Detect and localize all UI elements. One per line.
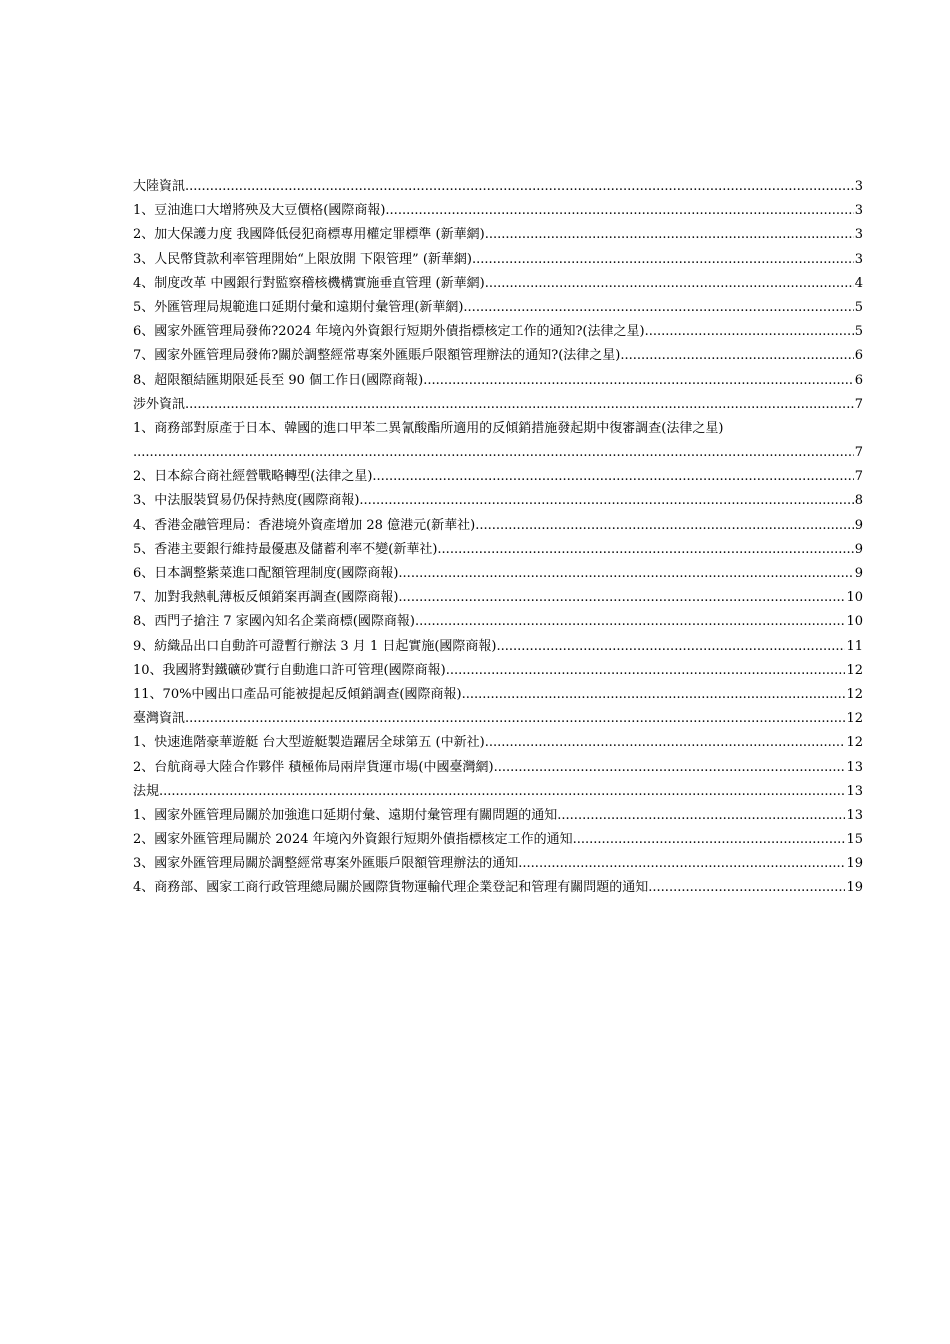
toc-entry-page: 13 [846, 783, 863, 799]
toc-entry-title: 3、國家外匯管理局關於調整經常專案外匯賬戶限額管理辦法的通知 [133, 856, 519, 872]
toc-entry-title: 2、日本綜合商社經營戰略轉型(法律之星) [133, 469, 373, 485]
toc-entry-page: 3 [854, 203, 863, 219]
toc-entry-page: 7 [854, 469, 863, 485]
toc-entry[interactable] [133, 852, 863, 876]
toc-section-taiwan[interactable] [133, 707, 863, 731]
toc-leader [557, 804, 845, 828]
toc-entry[interactable] [133, 828, 863, 852]
toc-entry[interactable] [133, 876, 863, 900]
toc-entry-page: 12 [846, 711, 863, 727]
toc-entry-page: 10 [846, 590, 863, 606]
toc-leader [472, 248, 854, 272]
toc-entry[interactable] [133, 610, 863, 634]
toc-entry[interactable] [133, 199, 863, 223]
toc-entry[interactable] [133, 635, 863, 659]
toc-entry-title: 10、我國將對鐵礦砂實行自動進口許可管理(國際商報) [133, 662, 446, 678]
toc-entry-title: 3、中法服裝貿易仍保持熱度(國際商報) [133, 493, 360, 509]
toc-entry[interactable] [133, 465, 863, 489]
toc-leader [648, 876, 845, 900]
toc-entry-title: 2、國家外匯管理局關於 2024 年境內外資銀行短期外債指標核定工作的通知 [133, 832, 573, 848]
toc-entry-title: 大陸資訊 [133, 179, 186, 194]
toc-leader [398, 586, 845, 610]
toc-entry[interactable] [133, 223, 863, 247]
toc-entry-page: 12 [846, 735, 863, 751]
toc-entry-title: 法規 [133, 783, 160, 799]
toc-leader [462, 683, 846, 707]
toc-entry-title: 9、紡織品出口自動許可證暫行辦法 3 月 1 日起實施(國際商報) [133, 638, 497, 654]
toc-entry-title: 6、日本調整紫菜進口配額管理制度(國際商報) [133, 566, 399, 582]
toc-entry-title: 2、加大保護力度 我國降低侵犯商標專用權定罪標準 (新華網) [133, 227, 485, 243]
toc-entry-page: 7 [854, 445, 863, 461]
toc-entry-title: 4、制度改革 中國銀行對監察稽核機構實施垂直管理 (新華網) [133, 275, 485, 291]
toc-entry-page: 5 [854, 324, 863, 340]
toc-leader [573, 828, 846, 852]
toc-entry-page: 13 [846, 759, 863, 775]
toc-entry[interactable] [133, 344, 863, 368]
toc-leader [620, 344, 853, 368]
toc-entry[interactable] [133, 731, 863, 755]
toc-leader [423, 369, 853, 393]
toc-leader [159, 780, 845, 804]
toc-entry-page: 5 [854, 299, 863, 315]
toc-entry-title: 5、外匯管理局規範進口延期付彙和遠期付彙管理(新華網) [133, 299, 464, 315]
toc-entry-title: 1、快速進階豪華遊艇 台大型遊艇製造躍居全球第五 (中新社) [133, 735, 485, 751]
toc-leader [398, 562, 853, 586]
toc-entry[interactable] [133, 248, 863, 272]
toc-entry-title: 7、加對我熱軋薄板反傾銷案再調查(國際商報) [133, 590, 399, 606]
toc-leader [185, 393, 854, 417]
toc-leader [359, 489, 853, 513]
toc-entry-page: 11 [846, 638, 863, 654]
toc-entry-page: 9 [854, 541, 863, 557]
toc-entry-page: 6 [854, 348, 863, 364]
toc-entry-page: 19 [846, 880, 863, 896]
toc-section-foreign[interactable] [133, 393, 863, 417]
toc-leader [475, 514, 853, 538]
toc-entry-title: 11、70%中國出口產品可能被提起反傾銷調查(國際商報) [133, 686, 462, 702]
toc-entry-page: 10 [846, 614, 863, 630]
toc-entry[interactable] [133, 683, 863, 707]
toc-entry[interactable] [133, 369, 863, 393]
toc-entry-page: 15 [846, 832, 863, 848]
toc-entry-title: 5、香港主要銀行維持最優惠及儲蓄利率不變(新華社) [133, 541, 438, 557]
toc-leader [185, 175, 854, 199]
toc-entry-page: 19 [846, 856, 863, 872]
toc-leader [485, 272, 854, 296]
toc-entry-title: 8、西門子搶注 7 家國內知名企業商標(國際商報) [133, 614, 415, 630]
toc-entry-title: 1、豆油進口大增將殃及大豆價格(國際商報) [133, 203, 386, 219]
toc-entry-title: 8、超限額結匯期限延長至 90 個工作日(國際商報) [133, 372, 424, 388]
toc-leader [485, 731, 846, 755]
toc-entry-page: 6 [854, 372, 863, 388]
toc-entry-page: 3 [854, 179, 863, 194]
toc-entry-title: 2、台航商尋大陸合作夥伴 積極佈局兩岸貨運市場(中國臺灣網) [133, 759, 494, 775]
toc-leader [645, 320, 854, 344]
toc-entry-page: 3 [854, 227, 863, 243]
toc-entry-title: 4、商務部、國家工商行政管理總局關於國際貨物運輸代理企業登記和管理有關問題的通知 [133, 880, 649, 896]
toc-entry-title: 臺灣資訊 [133, 711, 186, 727]
toc-entry-page: 7 [854, 396, 863, 412]
toc-entry-title: 1、國家外匯管理局關於加強進口延期付彙、遠期付彙管理有關問題的通知 [133, 807, 558, 823]
toc-leader [463, 296, 853, 320]
toc-entry-page: 9 [854, 517, 863, 533]
toc-leader [497, 635, 846, 659]
table-of-contents [133, 175, 863, 901]
toc-entry-page: 12 [846, 686, 863, 702]
toc-entry[interactable] [133, 320, 863, 344]
toc-entry[interactable] [133, 489, 863, 513]
toc-entry-page: 12 [846, 662, 863, 678]
toc-entry-title: 6、國家外匯管理局發佈?2024 年境內外資銀行短期外債指標核定工作的通知?(法律之星) [133, 324, 645, 340]
toc-entry[interactable] [133, 417, 863, 465]
toc-entry-title: 1、商務部對原產于日本、韓國的進口甲苯二異氰酸酯所適用的反傾銷措施發起期中復審調查(法律之星) [133, 420, 724, 436]
toc-entry[interactable] [133, 562, 863, 586]
toc-entry-page: 4 [854, 275, 863, 291]
toc-entry[interactable] [133, 296, 863, 320]
toc-leader [185, 707, 845, 731]
toc-entry-title: 7、國家外匯管理局發佈?關於調整經常專案外匯賬戶限額管理辦法的通知?(法律之星) [133, 348, 621, 364]
toc-entry[interactable] [133, 659, 863, 683]
toc-entry[interactable] [133, 514, 863, 538]
toc-leader [437, 538, 853, 562]
toc-section-mainland[interactable] [133, 175, 863, 199]
toc-entry[interactable] [133, 272, 863, 296]
toc-entry[interactable] [133, 804, 863, 828]
toc-leader [385, 199, 853, 223]
toc-entry-title: 3、人民幣貸款利率管理開始“上限放開 下限管理” (新華網) [133, 251, 472, 267]
toc-entry-page: 13 [846, 807, 863, 823]
toc-entry-title: 涉外資訊 [133, 396, 186, 412]
toc-entry-page: 8 [854, 493, 863, 509]
toc-entry-title: 4、香港金融管理局：香港境外資產增加 28 億港元(新華社) [133, 517, 476, 533]
toc-leader [446, 659, 846, 683]
toc-entry-page: 3 [854, 251, 863, 267]
toc-section-regulations[interactable] [133, 780, 863, 804]
toc-entry-page: 9 [854, 566, 863, 582]
toc-entry[interactable] [133, 756, 863, 780]
toc-leader [133, 441, 854, 465]
toc-entry[interactable] [133, 586, 863, 610]
toc-leader [485, 223, 854, 247]
toc-leader [518, 852, 845, 876]
toc-leader [494, 756, 846, 780]
toc-entry[interactable] [133, 538, 863, 562]
toc-leader [372, 465, 853, 489]
toc-leader [415, 610, 846, 634]
